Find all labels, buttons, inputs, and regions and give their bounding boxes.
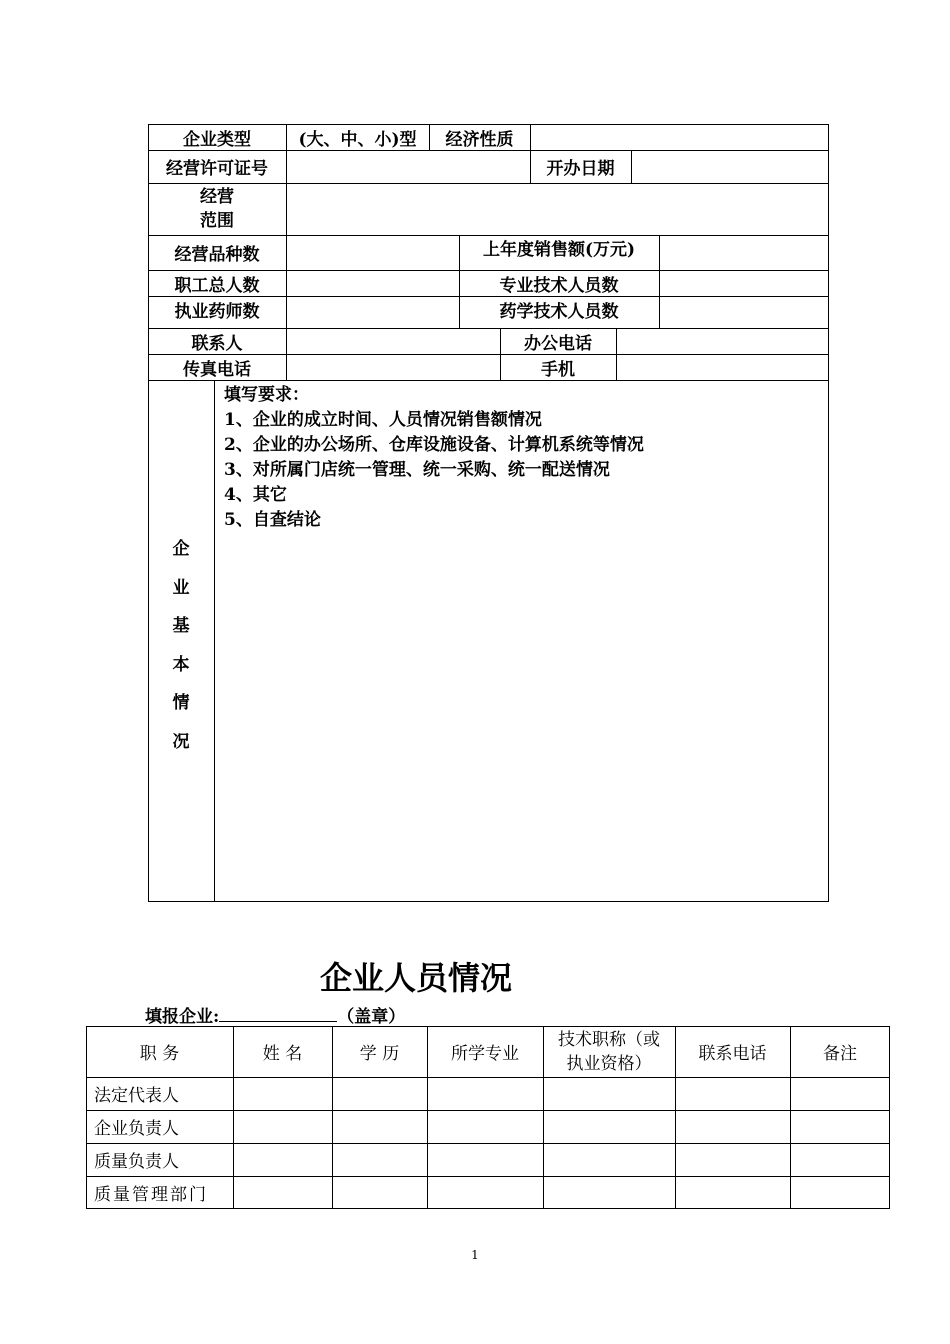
requirement-item: 4、其它: [224, 485, 287, 505]
office-phone-label: 办公电话: [524, 333, 592, 354]
scope-label-line1: 经营: [200, 187, 234, 207]
mobile-label: 手机: [541, 359, 575, 380]
page-number: 1: [471, 1248, 479, 1262]
pharma-tech-field[interactable]: [659, 296, 829, 328]
header-phone: 联系电话: [698, 1044, 767, 1064]
variety-count-label: 经营品种数: [174, 245, 260, 265]
row-label-quality-head: 质量负责人: [94, 1152, 179, 1172]
header-title: [543, 1026, 675, 1077]
header-name: 姓 名: [262, 1044, 303, 1064]
last-year-sales-field[interactable]: [659, 235, 829, 270]
license-field[interactable]: [286, 150, 530, 183]
staff-total-label: 职工总人数: [174, 275, 260, 296]
row-label-enterprise-head: 企业负责人: [94, 1119, 179, 1139]
fill-enterprise-label: 填报企业:: [145, 1007, 220, 1027]
requirement-item: 1、企业的成立时间、人员情况销售额情况: [224, 410, 542, 430]
contact-label: 联系人: [191, 333, 243, 354]
fax-label: 传真电话: [183, 359, 251, 380]
vertical-char: 本: [172, 654, 190, 675]
header-major: 所学专业: [451, 1044, 519, 1064]
vertical-char: 业: [172, 577, 190, 598]
pharma-tech-label: 药学技术人员数: [499, 301, 619, 322]
pharmacist-label: 执业药师数: [174, 301, 260, 322]
header-title-line2: 执业资格）: [566, 1053, 652, 1074]
tech-staff-label: 专业技术人员数: [499, 275, 619, 296]
economic-nature-field[interactable]: [530, 124, 829, 150]
header-education: 学 历: [359, 1044, 400, 1064]
row-label-quality-dept: 质量管理部门: [94, 1185, 208, 1205]
tech-staff-field[interactable]: [659, 270, 829, 296]
enterprise-type-label: 企业类型: [183, 129, 251, 150]
vertical-char: 情: [172, 693, 190, 713]
open-date-label: 开办日期: [546, 159, 615, 179]
pharmacist-field[interactable]: [286, 296, 459, 328]
personnel-entry-area[interactable]: [233, 1077, 890, 1209]
last-year-sales-label: 上年度销售额(万元): [482, 239, 636, 260]
fill-requirements[interactable]: [224, 383, 644, 533]
personnel-title: 企业人员情况: [320, 959, 513, 997]
header-title-line1: 技术职称（或: [558, 1029, 660, 1050]
staff-total-field[interactable]: [286, 270, 459, 296]
contact-field[interactable]: [286, 328, 500, 354]
row-label-legal-rep: 法定代表人: [94, 1086, 179, 1106]
row-divider: [148, 380, 829, 381]
open-date-field[interactable]: [631, 150, 829, 183]
economic-nature-label: 经济性质: [445, 129, 514, 150]
scope-label: [148, 183, 286, 235]
requirement-item: 3、对所属门店统一管理、统一采购、统一配送情况: [224, 460, 610, 480]
mobile-field[interactable]: [616, 354, 829, 380]
scope-field[interactable]: [286, 183, 829, 235]
col-divider: [214, 380, 215, 902]
header-position: 职 务: [139, 1044, 180, 1064]
fill-enterprise-line: [145, 1002, 405, 1027]
license-label: 经营许可证号: [166, 159, 268, 179]
vertical-char: 况: [172, 731, 190, 752]
fill-enterprise-blank[interactable]: [219, 1007, 337, 1022]
basic-info-vertical-label: [150, 530, 212, 761]
enterprise-type-value: (大、中、小)型: [298, 129, 417, 150]
header-remarks: 备注: [823, 1044, 857, 1064]
variety-count-field[interactable]: [286, 235, 459, 270]
requirement-item: 2、企业的办公场所、仓库设施设备、计算机系统等情况: [224, 435, 644, 455]
office-phone-field[interactable]: [616, 328, 829, 354]
seal-label: （盖章）: [337, 1007, 406, 1027]
vertical-char: 基: [172, 616, 190, 636]
vertical-char: 企: [172, 539, 190, 559]
fax-field[interactable]: [286, 354, 500, 380]
requirement-item: 5、自查结论: [224, 510, 321, 530]
requirements-heading: 填写要求：: [224, 385, 309, 405]
scope-label-line2: 范围: [200, 211, 234, 231]
